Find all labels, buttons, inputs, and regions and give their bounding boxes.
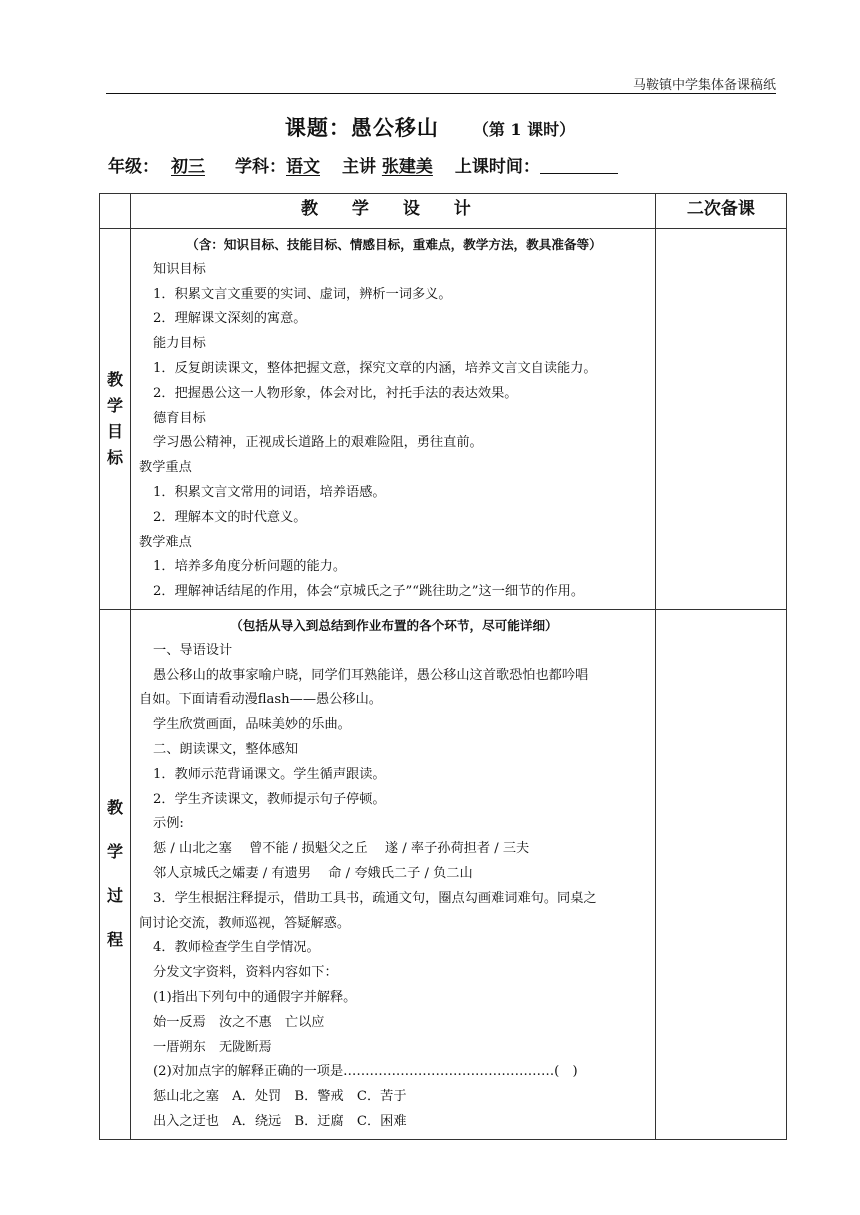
objectives-line: 1．积累文言文常用的词语，培养语感。 <box>153 484 386 500</box>
process-row <box>100 609 787 1139</box>
process-line: 2．学生齐读课文，教师提示句子停顿。 <box>153 791 386 807</box>
grade-label: 年级： <box>108 157 159 177</box>
header-corner-cell <box>100 194 131 229</box>
teacher-label: 主讲 <box>342 157 376 177</box>
lesson-topic: 课题：愚公移山 <box>284 115 439 140</box>
process-line: 自如。下面请看动漫flash——愚公移山。 <box>139 692 382 708</box>
process-line: 3．学生根据注释提示，借助工具书，疏通文句，圈点勾画难词难句。同桌之 <box>153 890 597 906</box>
objectives-line: 德育目标 <box>153 410 206 426</box>
teacher-value: 张建美 <box>381 157 433 177</box>
subject-value: 语文 <box>286 157 320 177</box>
process-line: 1．教师示范背诵课文。学生循声跟读。 <box>153 766 386 782</box>
objectives-label-char: 教 <box>107 369 124 389</box>
time-label: 上课时间： <box>454 157 540 177</box>
objectives-line: 1．积累文言文重要的实词、虚词，辨析一词多义。 <box>153 286 452 302</box>
process-line: 惩 / 山北之塞 曾不能 / 损魁父之丘 遂 / 率子孙荷担者 / 三夫 <box>153 841 530 857</box>
process-line: 愚公移山的故事家喻户晓，同学们耳熟能详，愚公移山这首歌恐怕也都吟唱 <box>153 667 589 683</box>
objectives-line: 2．理解课文深刻的寓意。 <box>153 311 307 327</box>
process-label-char: 过 <box>107 886 124 906</box>
objectives-label-char: 标 <box>107 447 124 467</box>
process-line: 始一反焉 汝之不惠 亡以应 <box>153 1014 325 1030</box>
objectives-label-char: 目 <box>107 421 124 441</box>
objectives-line: 2．理解神话结尾的作用，体会“京城氏之子”“跳往助之”这一细节的作用。 <box>153 584 585 600</box>
grade-value: 初三 <box>171 157 205 177</box>
process-line: 学生欣赏画面，品味美妙的乐曲。 <box>153 717 351 733</box>
process-line: (1)指出下列句中的通假字并解释。 <box>153 989 357 1005</box>
meta-line <box>108 152 618 177</box>
objectives-instruction-note: （含：知识目标、技能目标、情感目标，重难点，教学方法，教具准备等） <box>186 237 602 252</box>
process-line: 示例: <box>153 816 184 832</box>
objectives-content <box>131 229 656 610</box>
design-header: 教 学 设 计 <box>131 194 656 229</box>
process-instruction-note: （包括从导入到总结到作业布置的各个环节，尽可能详细） <box>230 617 558 633</box>
lesson-number: （第 1 课时） <box>472 120 576 139</box>
objectives-line: 学习愚公精神，正视成长道路上的艰难险阻，勇往直前。 <box>153 435 483 451</box>
objectives-line: 2．把握愚公这一人物形象，体会对比，衬托手法的表达效果。 <box>153 385 518 401</box>
subject-label: 学科： <box>235 157 286 177</box>
process-line: 二、朗读课文，整体感知 <box>153 741 299 757</box>
process-label-char: 程 <box>107 930 124 950</box>
process-line: 一厝朔东 无陇断焉 <box>153 1039 272 1055</box>
time-value-blank[interactable] <box>540 157 618 174</box>
process-line: 出入之迂也 A．绕远 B．迂腐 C．困难 <box>153 1113 407 1129</box>
objectives-line: 教学难点 <box>139 534 192 550</box>
objectives-line: 2．理解本文的时代意义。 <box>153 509 307 525</box>
process-line: (2)对加点字的解释正确的一项是…………………………………………( ) <box>153 1064 578 1080</box>
process-label-char: 学 <box>107 842 124 862</box>
process-line: 间讨论交流，教师巡视，答疑解惑。 <box>139 915 351 931</box>
objectives-notes-cell[interactable] <box>655 229 786 610</box>
objectives-label-char: 学 <box>107 395 124 415</box>
table-header-row <box>100 194 787 229</box>
notes-header: 二次备课 <box>655 194 786 229</box>
header-rule <box>106 93 776 94</box>
objectives-line: 1．反复朗读课文，整体把握文意，探究文章的内涵，培养文言文自读能力。 <box>153 360 597 376</box>
process-content <box>131 609 656 1139</box>
process-label-char: 教 <box>107 798 124 818</box>
process-line: 邻人京城氏之孀妻 / 有遗男 命 / 夸娥氏二子 / 负二山 <box>153 865 473 881</box>
objectives-line: 1．培养多角度分析问题的能力。 <box>153 559 347 575</box>
objectives-line: 知识目标 <box>153 261 206 277</box>
objectives-row <box>100 229 787 610</box>
lesson-plan-table <box>99 193 787 1140</box>
objectives-line: 能力目标 <box>153 336 206 352</box>
process-label <box>100 609 131 1139</box>
process-line: 4．教师检查学生自学情况。 <box>153 940 320 956</box>
objectives-line: 教学重点 <box>139 460 192 476</box>
page-title <box>0 112 860 142</box>
process-line: 惩山北之塞 A．处罚 B．警戒 C．苦于 <box>153 1089 407 1105</box>
process-notes-cell[interactable] <box>655 609 786 1139</box>
process-line: 一、导语设计 <box>153 642 233 658</box>
process-line: 分发文字资料，资料内容如下： <box>153 965 338 981</box>
objectives-label <box>100 229 131 610</box>
school-header: 马鞍镇中学集体备课稿纸 <box>632 78 776 93</box>
